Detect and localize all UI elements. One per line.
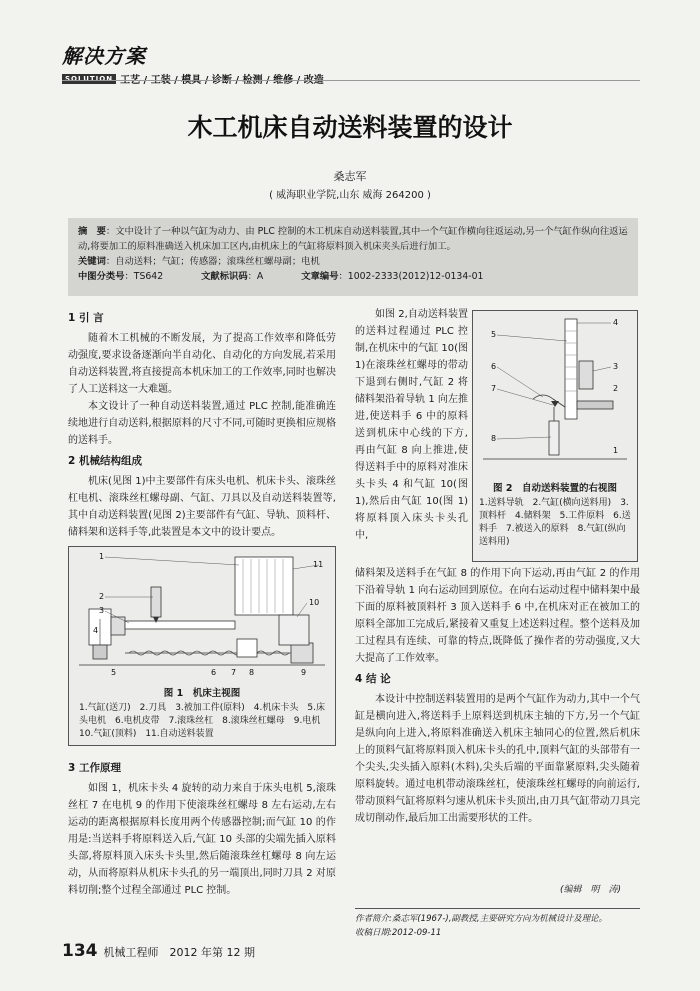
classification-row <box>78 269 628 284</box>
svg-text:8: 8 <box>491 434 497 443</box>
section-heading-2: 2 机械结构组成 <box>68 455 142 467</box>
svg-text:6: 6 <box>211 668 217 677</box>
abstract-label: 摘 要 <box>78 226 106 237</box>
svg-text:6: 6 <box>491 362 497 371</box>
svg-text:3: 3 <box>613 362 619 371</box>
section-subtitle <box>62 71 662 86</box>
figure-2-legend: 1.送料导轨 2.气缸(横向送料用) 3.顶料杆 4.储料架 5.工件原料 6.送料手 7.被送入的原料 8.气缸(纵向送料用) <box>479 498 631 547</box>
paragraph-intro-1: 随着木工机械的不断发展，为了提高工作效率和降低劳动强度,要求设备逐渐向半自动化、自动化的方向发展,若采用自动送料装置,将直接提高本机床加工的工作效率,同时也解决了人工送料这一大难题。 <box>68 333 336 395</box>
paragraph-structure: 机床(见图 1)中主要部件有床头电机、机床卡头、滚珠丝杠电机、滚珠丝杠螺母副、气缸、刀具以及自动送料装置等,其中自动送料装置(见图 2)主要部件有气缸、导轨、顶料杆、储料架和送料手等,此装置是本文中的设计要点。 <box>68 476 336 538</box>
svg-text:3: 3 <box>99 606 105 615</box>
section-heading-1: 1 引 言 <box>68 312 104 324</box>
paragraph-principle: 如图 1，机床卡头 4 旋转的动力来自于床头电机 5,滚珠丝杠 7 在电机 9 的作用下使滚珠丝杠螺母 8 左右运动,左右运动的距离根据原料长度用两个传感器控制;而气缸 10 的作用是:当送料手将原料送入后,气缸 10 头部的尖端先插入原料头部,将原料顶入床头卡头里,然后随滚珠丝杠螺母 8 向左运动，从而将原料从机床卡头孔的另一端顶出,同时刀具 2 对原料切削;整个过程全部通过 PLC 控制。 <box>68 783 336 896</box>
article-affiliation: ( 威海职业学院,山东 威海 264200 ) <box>269 190 431 201</box>
svg-text:11: 11 <box>313 560 324 569</box>
footnote-divider <box>355 908 640 909</box>
article-author: 桑志军 <box>333 170 367 183</box>
article-number: 文章编号：1002-2333(2012)12-0134-01 <box>301 271 484 282</box>
svg-text:7: 7 <box>491 384 497 393</box>
figure-2-title: 图 2 自动送料装置的右视图 <box>493 483 617 494</box>
clc-code: 中图分类号：TS642 <box>78 271 164 282</box>
svg-text:4: 4 <box>613 318 619 327</box>
figure-2-drawing <box>473 311 637 476</box>
header-divider <box>62 80 640 81</box>
section-tags: 工艺 / 工装 / 模具 / 诊断 / 检测 / 维修 / 改造 <box>120 75 324 86</box>
editor-note: (编辑 明 涛) <box>560 885 622 895</box>
paragraph-intro-2: 本文设计了一种自动送料装置,通过 PLC 控制,能准确连续地进行自动送料,根据原料的尺寸不同,可随时更换相应规格的送料手。 <box>68 401 336 446</box>
svg-text:7: 7 <box>231 668 237 677</box>
svg-text:2: 2 <box>613 384 619 393</box>
author-bio: 作者简介:桑志军(1967-),副教授,主要研究方向为机械设计及理论。 <box>355 914 608 924</box>
svg-text:4: 4 <box>93 626 99 635</box>
paragraph-feeding-1: 如图 2,自动送料装置的送料过程通过 PLC 控制,在机床中的气缸 10(图 1)在滚珠丝杠螺母的带动下退到右侧时,气缸 2 将储料架沿着导轨 1 向左推进,使送料手 6 中的原料送到机床中心线的下方,再由气缸 8 向上推进,使得送料手中的原料对准床头卡头 4 和气缸 10(图 1),然后由气缸 10(图 1)将原料顶入床头卡头孔中, <box>355 309 468 541</box>
doc-code: 文献标识码：A <box>201 271 264 282</box>
abstract-box <box>68 218 638 296</box>
svg-text:1: 1 <box>99 552 105 561</box>
received-date: 收稿日期:2012-09-11 <box>355 928 442 938</box>
svg-text:5: 5 <box>491 330 497 339</box>
svg-text:5: 5 <box>111 668 117 677</box>
svg-text:2: 2 <box>99 592 105 601</box>
keywords-text: ：自动送料；气缸；传感器；滚珠丝杠螺母副；电机 <box>105 256 320 267</box>
solution-badge: SOLUTION <box>62 74 116 84</box>
svg-text:1: 1 <box>613 446 619 455</box>
journal-name: 机械工程师 2012 年第 12 期 <box>103 946 255 959</box>
svg-text:10: 10 <box>309 598 320 607</box>
left-column-top <box>68 306 336 541</box>
paragraph-conclusion: 本设计中控制送料装置用的是两个气缸作为动力,其中一个气缸是横向进入,将送料手上原料送到机床主轴的下方,另一个气缸是纵向向上进入,将原料准确送入机床主轴同心的位置,然后机床上的顶料气缸将原料顶入机床卡头的孔中,顶料气缸的头部带有一个尖头,尖头插入原料(木料),尖头后端的平面靠紧原料,尖头随着原料旋转。通过电机带动滚珠丝杠，使滚珠丝杠螺母的向前运行,带动顶料气缸将原料匀速从机床卡头顶出,由刀具气缸带动刀具完成切削动作,最后加工出需要形状的工件。 <box>355 694 640 824</box>
svg-text:9: 9 <box>301 668 307 677</box>
abstract-text: ：文中设计了一种以气缸为动力、由 PLC 控制的木工机床自动送料装置,其中一个气缸作横向往返运动,另一个气缸作纵向往返运动,将要加工的原料准确送入机床加工区内,由机床上的气缸将原料顶入机床夹头后进行加工。 <box>78 226 628 252</box>
paragraph-feeding-2: 储料架及送料手在气缸 8 的作用下向下运动,再由气缸 2 的作用下沿着导轨 1 向右运动回到原位。在向右运动过程中储料架中最下面的原料被顶料杆 3 顶入送料手 6 中,在机床对正在被加工的原料全部加工完成后,紧接着又重复上述送料过程。整个送料及加工过程具有连续、可靠的特点,既降低了操作者的劳动强度,又大大提高了工作效率。 <box>355 568 640 664</box>
article-title: 木工机床自动送料装置的设计 <box>187 113 513 142</box>
left-column-bottom <box>68 756 336 899</box>
figure-1-drawing <box>69 547 335 679</box>
figure-1-title: 图 1 机床主视图 <box>163 688 241 699</box>
abstract <box>78 224 628 254</box>
section-title: 解决方案 <box>62 44 146 68</box>
right-column-narrow <box>355 306 468 544</box>
keywords-label: 关键词 <box>78 256 106 267</box>
page-number: 134 <box>62 941 98 961</box>
figure-1 <box>68 546 336 746</box>
figure-2-caption <box>473 480 637 551</box>
section-heading-3: 3 工作原理 <box>68 762 121 774</box>
section-heading-4: 4 结 论 <box>355 673 391 685</box>
footnote <box>355 912 645 940</box>
right-column-wide <box>355 565 640 827</box>
figure-1-caption <box>69 683 335 745</box>
keywords <box>78 254 628 269</box>
page-footer <box>62 941 255 961</box>
svg-text:8: 8 <box>249 668 255 677</box>
figure-1-legend: 1.气缸(送刀) 2.刀具 3.被加工件(原料) 4.机床卡头 5.床头电机 6.电机皮带 7.滚珠丝杠 8.滚珠丝杠螺母 9.电机 10.气缸(顶料) 11.自动送料装置 <box>79 703 330 739</box>
figure-2 <box>472 310 638 562</box>
